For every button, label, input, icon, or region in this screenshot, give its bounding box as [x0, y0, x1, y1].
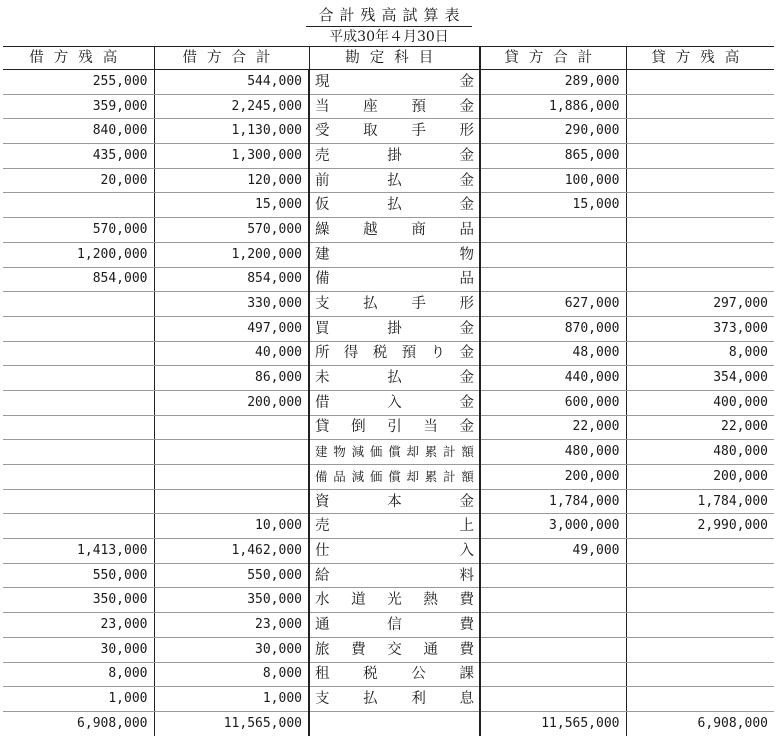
account-name: 当 座 預 金 — [315, 98, 474, 115]
account-cell — [309, 514, 480, 539]
account-name: 備 品 — [315, 271, 474, 288]
account-cell — [309, 70, 480, 95]
debit-balance-cell: 1,413,000 — [3, 539, 154, 564]
debit-balance-cell: 1,200,000 — [3, 242, 154, 267]
debit-balance-cell — [3, 440, 154, 465]
credit-total-cell: 440,000 — [480, 366, 626, 391]
table-row — [3, 465, 774, 490]
credit-balance-cell — [626, 144, 774, 169]
account-name: 仮 払 金 — [315, 197, 474, 214]
account-cell — [309, 637, 480, 662]
credit-total-cell: 290,000 — [480, 119, 626, 144]
table-row — [3, 489, 774, 514]
account-cell — [309, 94, 480, 119]
table-row — [3, 415, 774, 440]
credit-balance-cell: 200,000 — [626, 465, 774, 490]
table-row — [3, 662, 774, 687]
credit-total-cell: 200,000 — [480, 465, 626, 490]
total-credit-total: 11,565,000 — [480, 711, 626, 735]
table-row — [3, 390, 774, 415]
table-row — [3, 514, 774, 539]
credit-total-cell: 1,784,000 — [480, 489, 626, 514]
table-row — [3, 316, 774, 341]
table-row — [3, 144, 774, 169]
credit-total-cell — [480, 242, 626, 267]
debit-balance-cell: 570,000 — [3, 218, 154, 243]
total-debit-total: 11,565,000 — [154, 711, 309, 735]
debit-balance-cell — [3, 415, 154, 440]
account-cell — [309, 440, 480, 465]
total-credit-balance: 6,908,000 — [626, 711, 774, 735]
account-cell — [309, 218, 480, 243]
debit-balance-cell: 359,000 — [3, 94, 154, 119]
account-cell — [309, 168, 480, 193]
debit-balance-cell — [3, 489, 154, 514]
credit-balance-cell — [626, 193, 774, 218]
debit-balance-cell: 854,000 — [3, 267, 154, 292]
debit-balance-cell — [3, 390, 154, 415]
account-cell — [309, 366, 480, 391]
table-row — [3, 341, 774, 366]
debit-total-cell: 40,000 — [154, 341, 309, 366]
account-cell — [309, 292, 480, 317]
header-credit-balance: 貸方残高 — [626, 47, 774, 70]
table-row — [3, 613, 774, 638]
account-name: 繰 越 商 品 — [315, 221, 474, 238]
credit-balance-cell — [626, 662, 774, 687]
credit-balance-cell: 480,000 — [626, 440, 774, 465]
credit-total-cell: 49,000 — [480, 539, 626, 564]
credit-total-cell — [480, 588, 626, 613]
account-name: 売 掛 金 — [315, 147, 474, 164]
account-name: 資 本 金 — [315, 493, 474, 510]
account-name: 旅 費 交 通 費 — [315, 641, 474, 658]
credit-balance-cell — [626, 70, 774, 95]
table-row — [3, 70, 774, 95]
table-row — [3, 119, 774, 144]
credit-total-cell: 48,000 — [480, 341, 626, 366]
account-cell — [309, 415, 480, 440]
debit-total-cell: 15,000 — [154, 193, 309, 218]
account-name: 受 取 手 形 — [315, 123, 474, 140]
account-cell — [309, 588, 480, 613]
account-cell — [309, 193, 480, 218]
account-cell — [309, 316, 480, 341]
account-name: 支 払 手 形 — [315, 296, 474, 313]
total-account-cell — [309, 711, 480, 735]
debit-balance-cell — [3, 366, 154, 391]
table-row — [3, 193, 774, 218]
account-cell — [309, 267, 480, 292]
header-account: 勘定科目 — [309, 47, 480, 70]
credit-balance-cell: 8,000 — [626, 341, 774, 366]
credit-balance-cell — [626, 119, 774, 144]
debit-balance-cell — [3, 341, 154, 366]
table-row — [3, 94, 774, 119]
credit-balance-cell: 400,000 — [626, 390, 774, 415]
debit-total-cell: 1,300,000 — [154, 144, 309, 169]
account-cell — [309, 539, 480, 564]
account-cell — [309, 144, 480, 169]
table-row — [3, 168, 774, 193]
debit-total-cell — [154, 440, 309, 465]
debit-total-cell: 1,200,000 — [154, 242, 309, 267]
credit-total-cell: 22,000 — [480, 415, 626, 440]
account-name: 仕 入 — [315, 542, 474, 559]
credit-balance-cell — [626, 588, 774, 613]
account-name: 買 掛 金 — [315, 320, 474, 337]
debit-total-cell: 2,245,000 — [154, 94, 309, 119]
account-name: 建 物 減 価 償 却 累 計 額 — [315, 444, 474, 460]
account-cell — [309, 489, 480, 514]
table-row — [3, 563, 774, 588]
account-name: 給 料 — [315, 567, 474, 584]
table-row — [3, 687, 774, 712]
credit-balance-cell: 2,990,000 — [626, 514, 774, 539]
debit-total-cell: 497,000 — [154, 316, 309, 341]
account-cell — [309, 613, 480, 638]
credit-balance-cell: 297,000 — [626, 292, 774, 317]
table-body — [3, 70, 774, 736]
account-cell — [309, 465, 480, 490]
debit-balance-cell — [3, 292, 154, 317]
account-name: 支 払 利 息 — [315, 691, 474, 708]
credit-total-cell: 870,000 — [480, 316, 626, 341]
debit-total-cell: 23,000 — [154, 613, 309, 638]
header-credit-total: 貸方合計 — [480, 47, 626, 70]
debit-total-cell — [154, 415, 309, 440]
debit-balance-cell: 8,000 — [3, 662, 154, 687]
document-title: 合計残高試算表 — [0, 4, 778, 27]
credit-balance-cell: 373,000 — [626, 316, 774, 341]
account-cell — [309, 687, 480, 712]
table-row — [3, 440, 774, 465]
credit-balance-cell — [626, 563, 774, 588]
debit-total-cell: 350,000 — [154, 588, 309, 613]
credit-total-cell — [480, 267, 626, 292]
debit-balance-cell — [3, 465, 154, 490]
table-row — [3, 366, 774, 391]
debit-total-cell: 1,462,000 — [154, 539, 309, 564]
credit-total-cell: 289,000 — [480, 70, 626, 95]
debit-balance-cell: 435,000 — [3, 144, 154, 169]
credit-balance-cell — [626, 613, 774, 638]
debit-total-cell: 30,000 — [154, 637, 309, 662]
header-debit-balance: 借方残高 — [3, 47, 154, 70]
debit-total-cell: 330,000 — [154, 292, 309, 317]
debit-total-cell: 8,000 — [154, 662, 309, 687]
account-name: 建 物 — [315, 246, 474, 263]
account-name: 借 入 金 — [315, 394, 474, 411]
debit-total-cell — [154, 465, 309, 490]
credit-total-cell — [480, 687, 626, 712]
debit-balance-cell: 23,000 — [3, 613, 154, 638]
debit-total-cell: 1,000 — [154, 687, 309, 712]
account-cell — [309, 563, 480, 588]
debit-total-cell: 544,000 — [154, 70, 309, 95]
table-row — [3, 588, 774, 613]
debit-total-cell: 86,000 — [154, 366, 309, 391]
trial-balance-table — [3, 46, 774, 736]
account-name: 水 道 光 熱 費 — [315, 592, 474, 609]
credit-balance-cell — [626, 267, 774, 292]
debit-balance-cell: 840,000 — [3, 119, 154, 144]
debit-total-cell: 10,000 — [154, 514, 309, 539]
debit-total-cell: 1,130,000 — [154, 119, 309, 144]
credit-total-cell: 100,000 — [480, 168, 626, 193]
debit-balance-cell: 20,000 — [3, 168, 154, 193]
table-row — [3, 267, 774, 292]
credit-total-cell — [480, 662, 626, 687]
account-name: 通 信 費 — [315, 616, 474, 633]
credit-total-cell: 600,000 — [480, 390, 626, 415]
account-cell — [309, 662, 480, 687]
header-debit-total: 借方合計 — [154, 47, 309, 70]
credit-balance-cell — [626, 168, 774, 193]
debit-total-cell: 120,000 — [154, 168, 309, 193]
credit-balance-cell — [626, 242, 774, 267]
credit-total-cell: 1,886,000 — [480, 94, 626, 119]
account-name: 前 払 金 — [315, 172, 474, 189]
table-row — [3, 637, 774, 662]
debit-total-cell: 200,000 — [154, 390, 309, 415]
debit-balance-cell: 255,000 — [3, 70, 154, 95]
account-cell — [309, 119, 480, 144]
credit-balance-cell — [626, 94, 774, 119]
credit-balance-cell — [626, 687, 774, 712]
credit-balance-cell: 354,000 — [626, 366, 774, 391]
debit-total-cell: 854,000 — [154, 267, 309, 292]
account-cell — [309, 242, 480, 267]
table-row — [3, 539, 774, 564]
credit-balance-cell — [626, 218, 774, 243]
credit-balance-cell — [626, 637, 774, 662]
account-name: 租 税 公 課 — [315, 666, 474, 683]
credit-total-cell — [480, 218, 626, 243]
credit-total-cell: 627,000 — [480, 292, 626, 317]
debit-balance-cell: 1,000 — [3, 687, 154, 712]
debit-balance-cell: 550,000 — [3, 563, 154, 588]
debit-balance-cell — [3, 514, 154, 539]
credit-total-cell: 3,000,000 — [480, 514, 626, 539]
credit-total-cell — [480, 637, 626, 662]
account-cell — [309, 341, 480, 366]
credit-balance-cell: 22,000 — [626, 415, 774, 440]
debit-total-cell — [154, 489, 309, 514]
table-row — [3, 292, 774, 317]
account-name: 未 払 金 — [315, 370, 474, 387]
debit-total-cell: 570,000 — [154, 218, 309, 243]
credit-total-cell: 480,000 — [480, 440, 626, 465]
credit-total-cell: 15,000 — [480, 193, 626, 218]
account-name: 貸 倒 引 当 金 — [315, 419, 474, 436]
credit-total-cell — [480, 613, 626, 638]
header-row — [3, 47, 774, 70]
debit-balance-cell: 350,000 — [3, 588, 154, 613]
document-date: 平成30年４月30日 — [329, 29, 449, 45]
debit-balance-cell — [3, 316, 154, 341]
total-debit-balance: 6,908,000 — [3, 711, 154, 735]
debit-balance-cell — [3, 193, 154, 218]
table-row — [3, 218, 774, 243]
debit-balance-cell: 30,000 — [3, 637, 154, 662]
account-cell — [309, 390, 480, 415]
credit-balance-cell: 1,784,000 — [626, 489, 774, 514]
account-name: 現 金 — [315, 73, 474, 90]
table-row — [3, 242, 774, 267]
credit-balance-cell — [626, 539, 774, 564]
account-name: 所 得 税 預 り 金 — [315, 345, 474, 362]
credit-total-cell: 865,000 — [480, 144, 626, 169]
account-name: 売 上 — [315, 518, 474, 535]
account-name: 備 品 減 価 償 却 累 計 額 — [315, 468, 474, 484]
credit-total-cell — [480, 563, 626, 588]
debit-total-cell: 550,000 — [154, 563, 309, 588]
totals-row — [3, 711, 774, 735]
